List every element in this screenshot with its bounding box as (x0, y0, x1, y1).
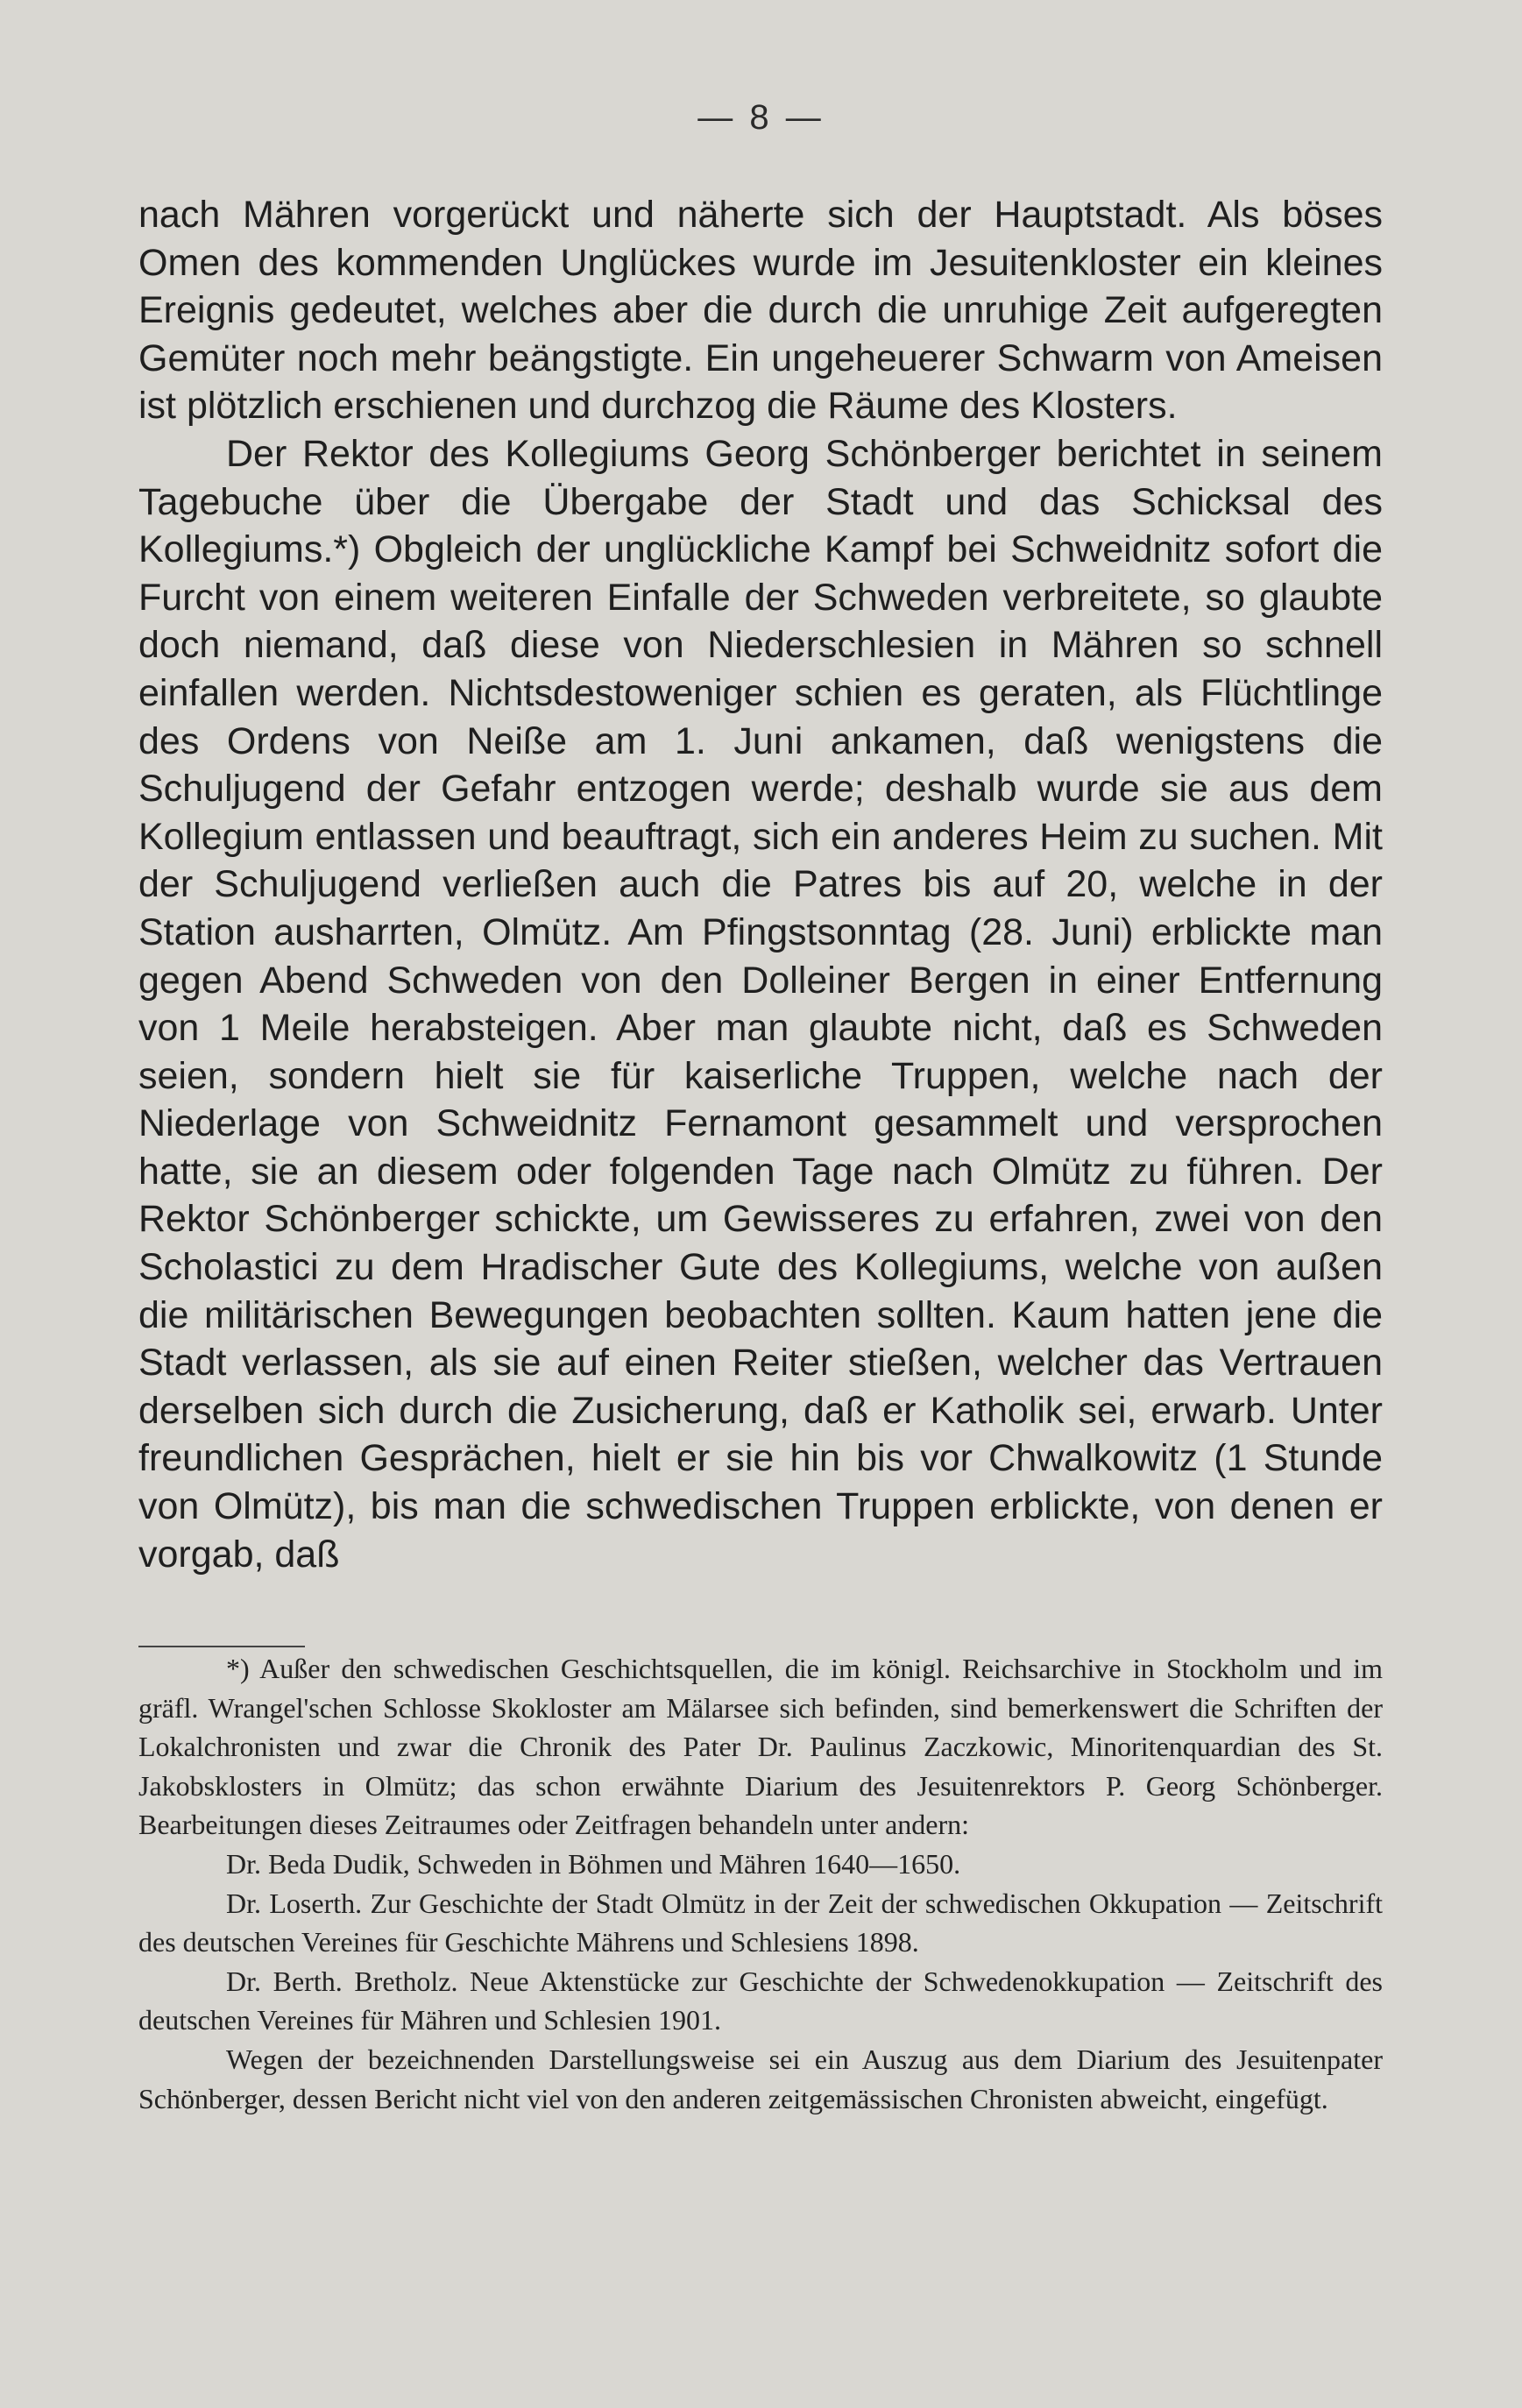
footnotes (138, 1649, 1383, 2118)
footnote-paragraph-1: *) Außer den schwedischen Geschichtsquellen, die im königl. Reichsarchive in Stockholm und im gräfl. Wrangel'schen Schlosse Skokloster am Mälarsee sich befinden, sind bemerkenswert die Schriften der Lokalchronisten und zwar die Chronik des Pater Dr. Paulinus Zaczkowic, Minoritenquardian des St. Jakobsklosters in Olmütz; das schon erwähnte Diarium des Jesuitenrektors P. Georg Schönberger. Bearbeitungen dieses Zeitraumes oder Zeitfragen behandeln unter andern: (138, 1653, 1383, 1841)
body-paragraph-2: Der Rektor des Kollegiums Georg Schönberger berichtet in seinem Tagebuche über die Übergabe der Stadt und das Schicksal des Kollegiums.*) Obgleich der unglückliche Kampf bei Schweidnitz sofort die Furcht von einem weiteren Einfalle der Schweden verbreitete, so glaubte doch niemand, daß diese von Niederschlesien in Mähren so schnell einfallen werden. Nichtsdestoweniger schien es geraten, als Flüchtlinge des Ordens von Neiße am 1. Juni ankamen, daß wenigstens die Schuljugend der Gefahr entzogen werde; deshalb wurde sie aus dem Kollegium entlassen und beauftragt, sich ein anderes Heim zu suchen. Mit der Schuljugend verließen auch die Patres bis auf 20, welche in der Station ausharrten, Olmütz. Am Pfingstsonntag (28. Juni) erblickte man gegen Abend Schweden von den Dolleiner Bergen in einer Entfernung von 1 Meile herabsteigen. Aber man glaubte nicht, daß es Schweden seien, sondern hielt sie für kaiserliche Truppen, welche nach der Niederlage von Schweidnitz Fernamont gesammelt und versprochen hatte, sie an diesem oder folgenden Tage nach Olmütz zu führen. Der Rektor Schönberger schickte, um Gewisseres zu erfahren, zwei von den Scholastici zu dem Hradischer Gute des Kollegiums, welche von außen die militärischen Bewegungen beobachten sollten. Kaum hatten jene die Stadt verlassen, als sie auf einen Reiter stießen, welcher das Vertrauen derselben sich durch die Zusicherung, daß er Katholik sei, erwarb. Unter freundlichen Gesprächen, hielt er sie hin bis vor Chwalkowitz (1 Stunde von Olmütz), bis man die schwedischen Truppen erblickte, von denen er vorgab, daß (138, 432, 1383, 1576)
footnote-reference-loserth: Dr. Loserth. Zur Geschichte der Stadt Olmütz in der Zeit der schwedischen Okkupation — Zeitschrift des deutschen Vereines für Geschichte Mährens und Schlesiens 1898. (138, 1887, 1383, 1958)
footnote-paragraph-closing: Wegen der bezeichnenden Darstellungsweise sei ein Auszug aus dem Diarium des Jesuitenpater Schönberger, dessen Bericht nicht viel von den anderen zeitgemässischen Chronisten abweicht, eingefügt. (138, 2043, 1383, 2114)
page-number: — 8 — (697, 98, 825, 137)
footnote-divider (138, 1646, 305, 1647)
main-text (138, 191, 1383, 1578)
footnote-reference-dudik: Dr. Beda Dudik, Schweden in Böhmen und Mähren 1640—1650. (226, 1847, 961, 1880)
body-paragraph-1: nach Mähren vorgerückt und näherte sich der Hauptstadt. Als böses Omen des kommenden Unglückes wurde im Jesuitenkloster ein kleines Ereignis gedeutet, welches aber die durch die unruhige Zeit aufgeregten Gemüter noch mehr beängstigte. Ein ungeheuerer Schwarm von Ameisen ist plötzlich erschienen und durchzog die Räume des Klosters. (138, 194, 1383, 428)
footnote-reference-bretholz: Dr. Berth. Bretholz. Neue Aktenstücke zur Geschichte der Schwedenokkupation — Zeitschrift des deutschen Vereines für Mähren und Schlesien 1901. (138, 1965, 1383, 2036)
